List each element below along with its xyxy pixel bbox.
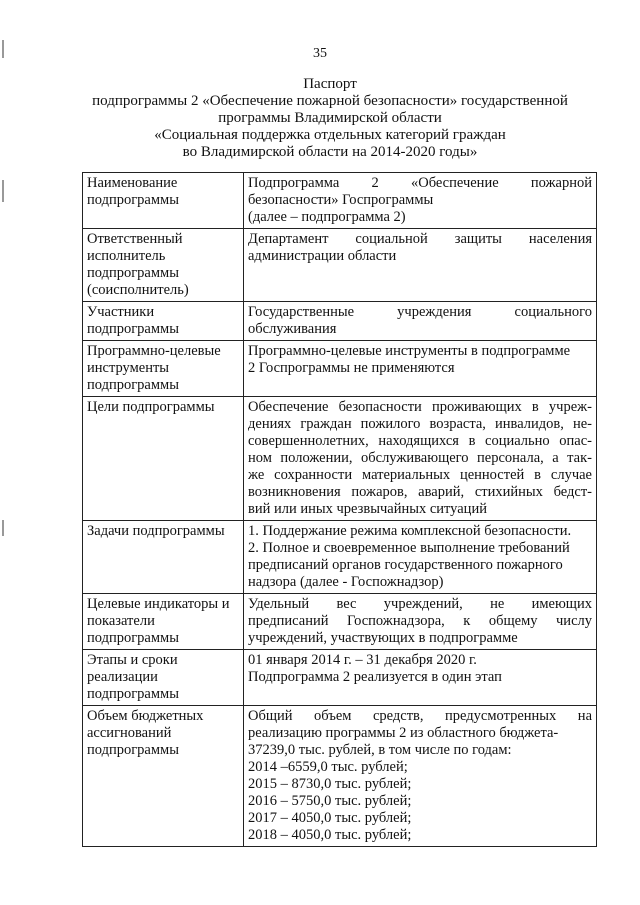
row-value-line: Общий объем средств, предусмотренных на xyxy=(248,708,592,724)
row-label-line: Участники xyxy=(87,304,155,320)
passport-row xyxy=(83,397,597,521)
row-value-line: надзора (далее - Госпожнадзор) xyxy=(248,574,444,590)
row-value-line: (далее – подпрограмма 2) xyxy=(248,209,406,225)
passport-row xyxy=(83,706,597,847)
row-value-line: 2015 – 8730,0 тыс. рублей; xyxy=(248,776,412,792)
row-value-line: Подпрограмма 2 реализуется в один этап xyxy=(248,669,502,685)
row-label-cell xyxy=(83,173,244,229)
row-label-line: Этапы и сроки xyxy=(87,652,178,668)
passport-row xyxy=(83,341,597,397)
row-value-cell xyxy=(244,341,597,397)
row-label-line: Объем бюджетных xyxy=(87,708,204,724)
row-value-line: 1. Поддержание режима комплексной безопасности. xyxy=(248,523,572,539)
row-value-line: Департамент социальной защиты населения xyxy=(248,231,592,247)
row-value-line: 2014 –6559,0 тыс. рублей; xyxy=(248,759,408,775)
row-value-cell xyxy=(244,173,597,229)
row-value-line: 2 Госпрограммы не применяются xyxy=(248,360,455,376)
row-label-line: исполнитель xyxy=(87,248,166,264)
row-label-cell xyxy=(83,397,244,521)
row-value-line: ном положении, обслуживающего персонала, а так- xyxy=(248,450,592,466)
row-label-line: Задачи подпрограммы xyxy=(87,523,225,539)
row-value-line: возникновения пожаров, аварий, стихийных бедст- xyxy=(248,484,592,500)
row-value-line: учреждений, участвующих в подпрограмме xyxy=(248,630,518,646)
row-label-line: подпрограммы xyxy=(87,377,179,393)
row-value-line: Подпрограмма 2 «Обеспечение пожарной xyxy=(248,175,592,191)
row-label-line: подпрограммы xyxy=(87,321,179,337)
row-label-line: (соисполнитель) xyxy=(87,282,189,298)
row-label-line: ассигнований xyxy=(87,725,172,741)
row-label-line: Целевые индикаторы и xyxy=(87,596,230,612)
row-label-line: показатели xyxy=(87,613,155,629)
row-value-cell xyxy=(244,397,597,521)
page-number: 35 xyxy=(313,46,327,61)
row-value-line: Обеспечение безопасности проживающих в учреж- xyxy=(248,399,592,415)
row-value-line: 37239,0 тыс. рублей, в том числе по годам: xyxy=(248,742,512,758)
row-value-line: совершеннолетних, находящихся в социально опас- xyxy=(248,433,592,449)
row-label-cell xyxy=(83,650,244,706)
row-value-line: администрации области xyxy=(248,248,397,264)
row-value-cell xyxy=(244,650,597,706)
row-value-line: обслуживания xyxy=(248,321,337,337)
row-value-line: 01 января 2014 г. – 31 декабря 2020 г. xyxy=(248,652,477,668)
row-value-line: 2018 – 4050,0 тыс. рублей; xyxy=(248,827,412,843)
row-label-line: подпрограммы xyxy=(87,265,179,281)
row-label-cell xyxy=(83,521,244,594)
row-label-line: Ответственный xyxy=(87,231,183,247)
row-label-cell xyxy=(83,229,244,302)
row-label-line: Наименование xyxy=(87,175,178,191)
row-value-line: же сохранности материальных ценностей в случае xyxy=(248,467,592,483)
row-value-line: Удельный вес учреждений, не имеющих xyxy=(248,596,592,612)
heading-title: Паспорт xyxy=(303,76,357,92)
heading-subtitle-line: программы Владимирской области xyxy=(218,110,442,126)
document-heading xyxy=(60,76,600,161)
row-label-line: инструменты xyxy=(87,360,170,376)
row-value-cell xyxy=(244,229,597,302)
row-value-cell xyxy=(244,521,597,594)
row-value-cell xyxy=(244,594,597,650)
scan-margin-mark xyxy=(2,180,4,202)
row-value-line: Программно-целевые инструменты в подпрограмме xyxy=(248,343,571,359)
row-value-line: безопасности» Госпрограммы xyxy=(248,192,434,208)
row-value-line: дениях граждан пожилого возраста, инвалидов, не- xyxy=(248,416,592,432)
row-label-line: подпрограммы xyxy=(87,686,179,702)
row-label-line: подпрограммы xyxy=(87,192,179,208)
row-label-cell xyxy=(83,302,244,341)
row-label-line: Программно-целевые xyxy=(87,343,221,359)
row-value-line: предписаний органов государственного пожарного xyxy=(248,557,563,573)
row-label-cell xyxy=(83,341,244,397)
passport-row xyxy=(83,302,597,341)
row-value-line: 2. Полное и своевременное выполнение требований xyxy=(248,540,570,556)
passport-row xyxy=(83,229,597,302)
scan-margin-mark xyxy=(2,520,4,536)
heading-subtitle-line: «Социальная поддержка отдельных категорий граждан xyxy=(154,127,506,143)
row-value-line: Государственные учреждения социального xyxy=(248,304,592,320)
passport-table xyxy=(82,172,597,847)
row-label-line: Цели подпрограммы xyxy=(87,399,215,415)
row-value-line: 2016 – 5750,0 тыс. рублей; xyxy=(248,793,412,809)
passport-table-body xyxy=(83,173,597,847)
heading-subtitle-line: подпрограммы 2 «Обеспечение пожарной безопасности» государственной xyxy=(92,93,568,109)
row-value-cell xyxy=(244,302,597,341)
passport-row xyxy=(83,594,597,650)
passport-row xyxy=(83,173,597,229)
row-value-line: 2017 – 4050,0 тыс. рублей; xyxy=(248,810,412,826)
row-label-line: подпрограммы xyxy=(87,742,179,758)
row-label-line: реализации xyxy=(87,669,158,685)
row-label-cell xyxy=(83,706,244,847)
row-value-line: реализацию программы 2 из областного бюджета- xyxy=(248,725,559,741)
heading-subtitle-line: во Владимирской области на 2014-2020 годы» xyxy=(182,144,478,160)
row-value-cell xyxy=(244,706,597,847)
passport-row xyxy=(83,521,597,594)
row-label-cell xyxy=(83,594,244,650)
row-label-line: подпрограммы xyxy=(87,630,179,646)
row-value-line: вий или иных чрезвычайных ситуаций xyxy=(248,501,487,517)
passport-row xyxy=(83,650,597,706)
row-value-line: предписаний Госпожнадзора, к общему числу xyxy=(248,613,592,629)
